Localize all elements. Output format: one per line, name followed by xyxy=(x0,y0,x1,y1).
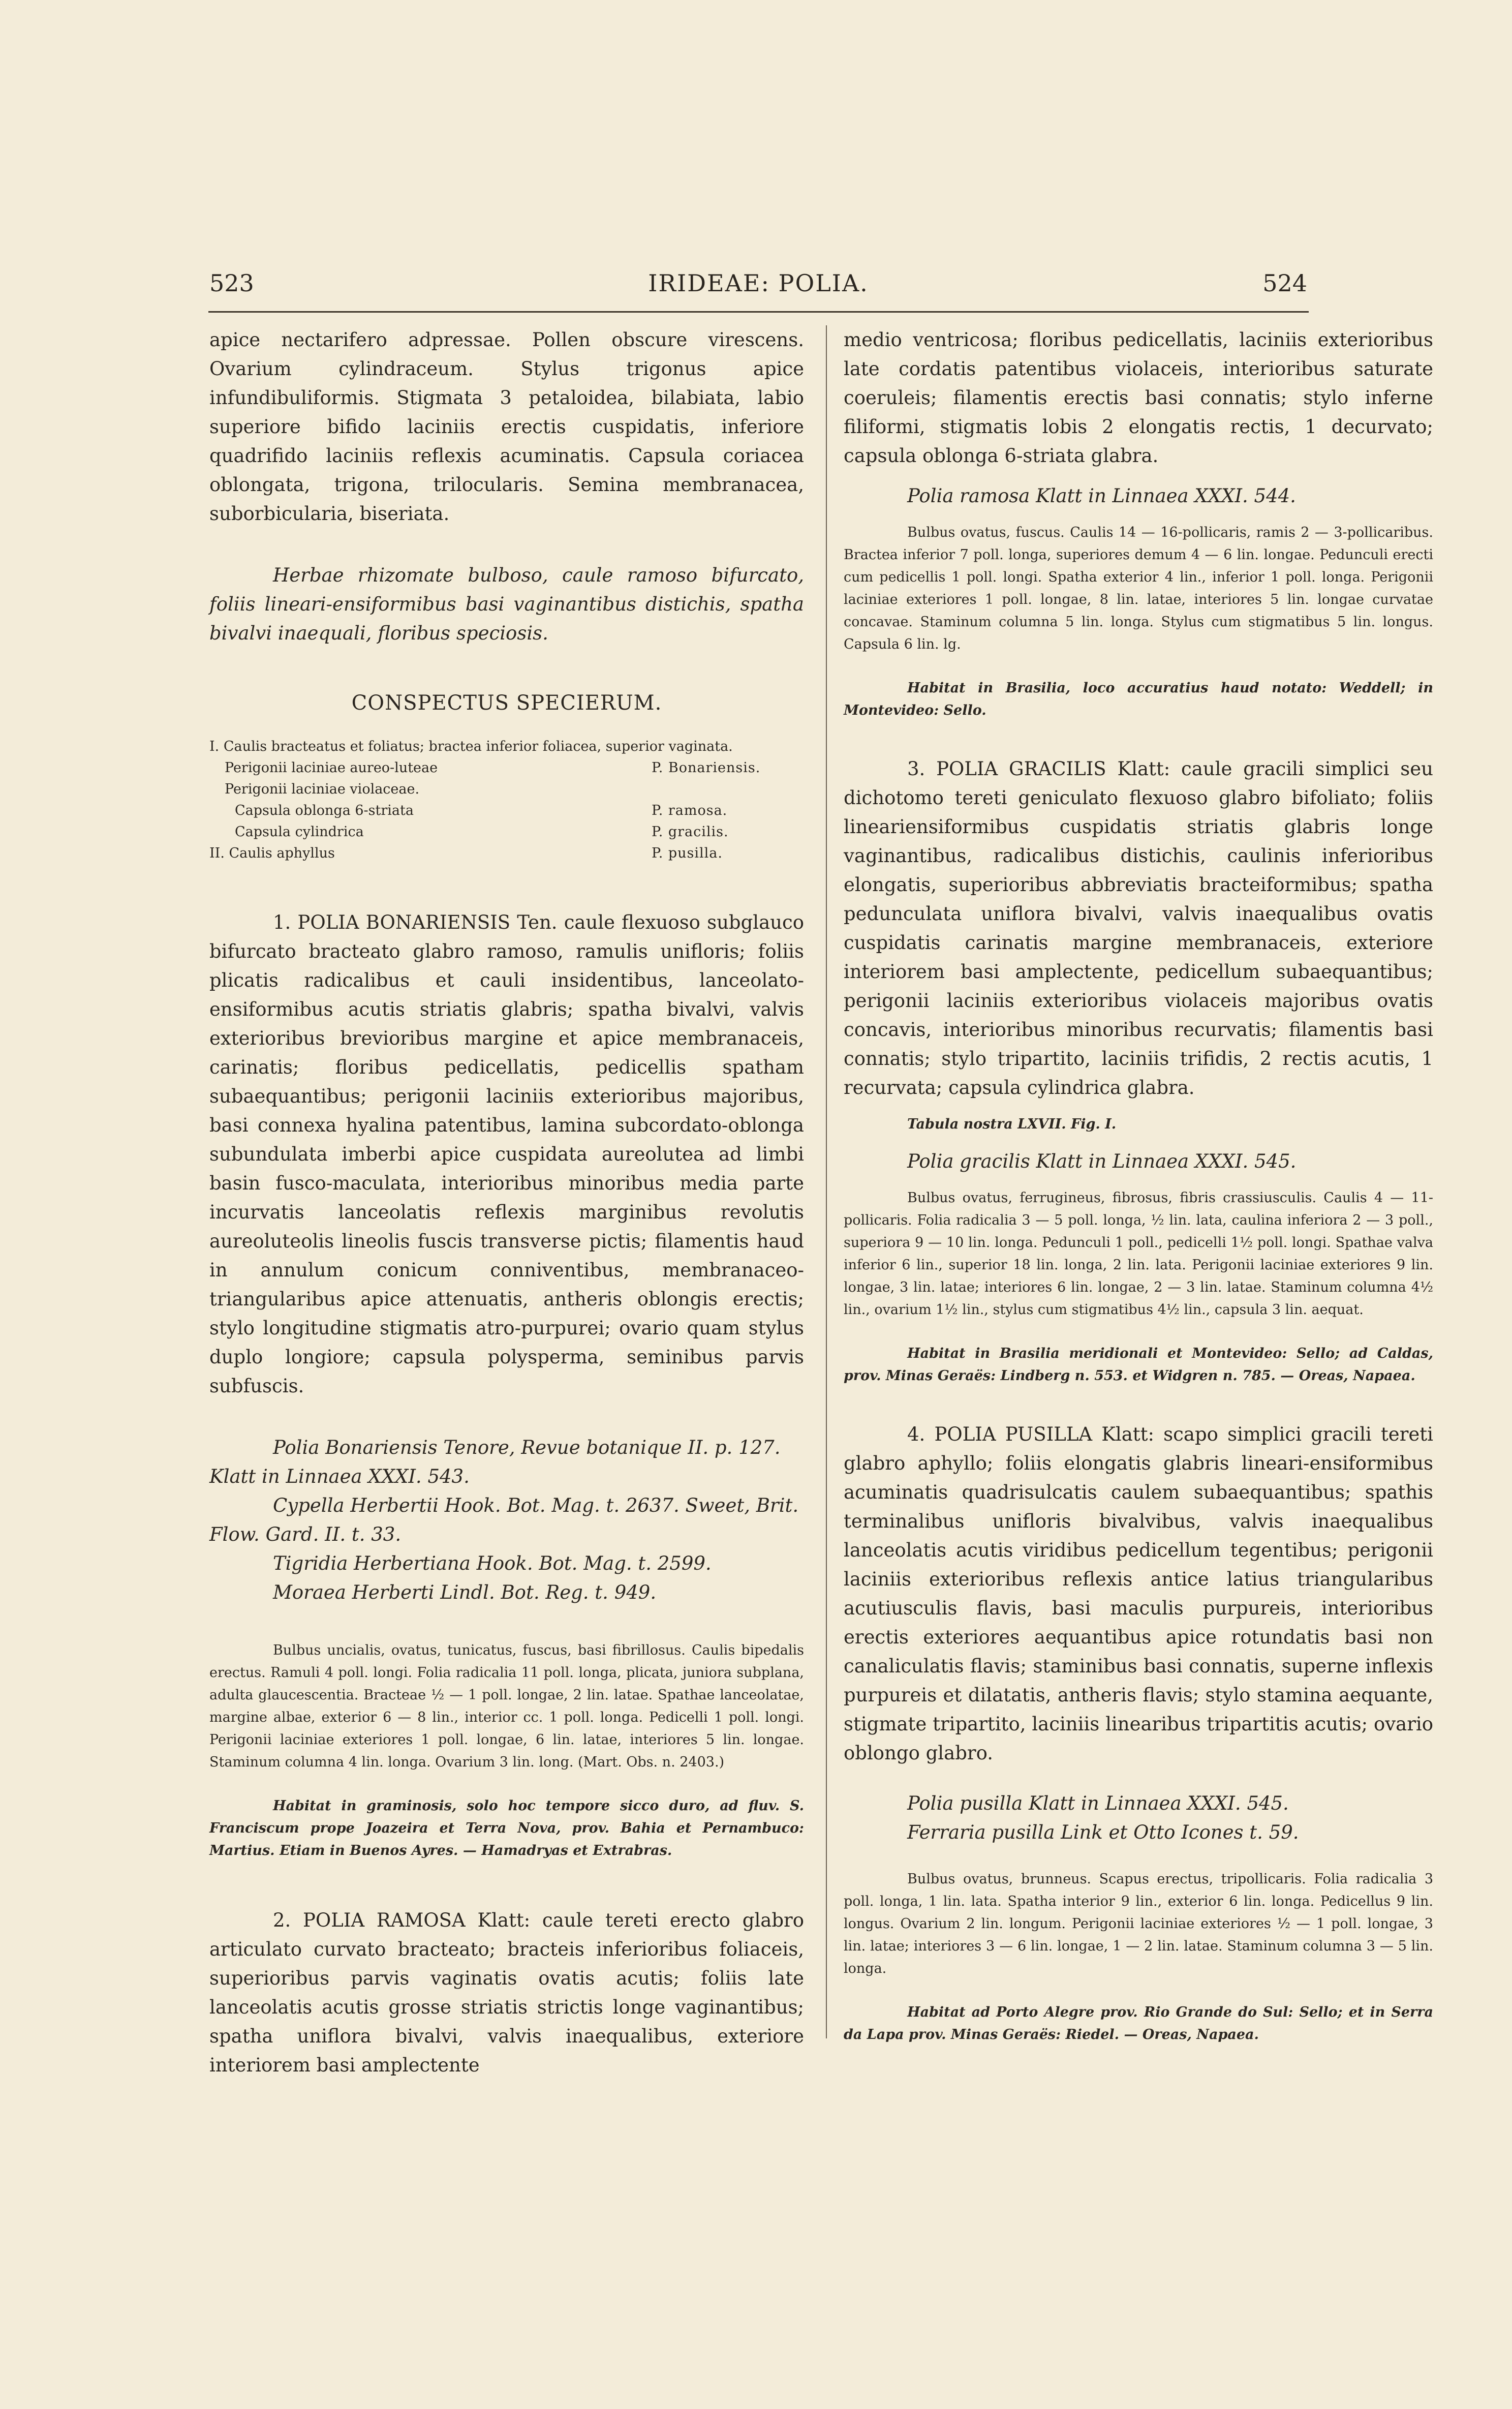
key-text: Capsula cylindrica xyxy=(235,824,364,840)
reference-line: Ferraria pusilla Link et Otto Icones t. 59. xyxy=(907,1821,1299,1843)
key-species: P. pusilla. xyxy=(652,845,723,861)
species-4-title: 4. POLIA PUSILLA Klatt: xyxy=(907,1423,1154,1445)
species-3-reference: Polia gracilis Klatt in Linnaea XXXI. 545. xyxy=(907,1150,1297,1172)
species-3-title: 3. POLIA GRACILIS Klatt: xyxy=(907,758,1170,780)
right-column xyxy=(844,325,1433,2046)
key-row xyxy=(209,800,804,821)
reference-line: Tigridia Herbertiana Hook. Bot. Mag. t. 2599. xyxy=(273,1552,712,1574)
genus-description: apice nectarifero adpressae. Pollen obscure virescens. Ovarium cylindraceum. Stylus trigonus apice infundibuliformis. Stigmata 3 petaloidea, bilabiata, labio superiore bifido laciniis erectis cuspidatis, inferiore quadrifido laciniis reflexis acuminatis. Capsula coriacea oblongata, trigona, trilocularis. Semina membranacea, suborbicularia, biseriata. xyxy=(209,329,804,525)
key-text: Perigonii laciniae violaceae. xyxy=(225,781,420,797)
key-text: Perigonii laciniae aureo-luteae xyxy=(225,760,438,776)
reference-line: Polia Bonariensis Tenore, Revue botanique II. p. 127. Klatt in Linnaea XXXI. 543. xyxy=(209,1437,781,1487)
species-4-habitat: Habitat ad Porto Alegre prov. Rio Grande do Sul: Sello; et in Serra da Lapa prov. Minas Geraës: Riedel. — Oreas, Napaea. xyxy=(844,2004,1433,2042)
species-3-habitat: Habitat in Brasilia meridionali et Montevideo: Sello; ad Caldas, prov. Minas Geraës: Lindberg n. 553. et Widgren n. 785. — Oreas, Napaea. xyxy=(844,1346,1433,1384)
species-1-habitat: Habitat in graminosis, solo hoc tempore sicco duro, ad fluv. S. Franciscum prope Joazeira et Terra Nova, prov. Bahia et Pernambuco: Martius. Etiam in Buenos Ayres. — Hamadryas et Extrabras. xyxy=(209,1798,804,1858)
reference-line: Moraea Herberti Lindl. Bot. Reg. t. 949. xyxy=(273,1581,657,1603)
species-2-measurements: Bulbus ovatus, fuscus. Caulis 14 — 16-pollicaris, ramis 2 — 3-pollicaribus. Bractea inferior 7 poll. longa, superiores demum 4 — 6 lin. longae. Pedunculi erecti cum pedicellis 1 poll. longi. Spatha exterior 4 lin., inferior 1 poll. longa. Perigonii laciniae exteriores 1 poll. longae, 8 lin. latae, interiores 5 lin. longae curvatae concavae. Staminum columna 5 lin. longa. Stylus cum stigmatibus 5 lin. longus. Capsula 6 lin. lg. xyxy=(844,525,1433,652)
species-2-reference: Polia ramosa Klatt in Linnaea XXXI. 544. xyxy=(907,485,1296,507)
species-3-plate: Tabula nostra LXVII. Fig. I. xyxy=(907,1116,1117,1132)
species-4-description xyxy=(844,1420,1433,1767)
key-species: P. gracilis. xyxy=(652,824,729,840)
reference-line: Cypella Herbertii Hook. Bot. Mag. t. 2637. Sweet, Brit. Flow. Gard. II. t. 33. xyxy=(209,1495,799,1545)
species-4-measurements: Bulbus ovatus, brunneus. Scapus erectus, tripollicaris. Folia radicalia 3 poll. longa, 1 lin. lata. Spatha interior 9 lin., exterior 6 lin. longa. Pedicellus 9 lin. longus. Ovarium 2 lin. longum. Perigonii laciniae exteriores ½ — 1 poll. longae, 3 lin. latae; interiores 3 — 6 lin. longae, 1 — 2 lin. latae. Staminum columna 3 — 5 lin. longa. xyxy=(844,1871,1433,1976)
right-page-number: 524 xyxy=(1262,269,1307,297)
species-2-title: 2. POLIA RAMOSA Klatt: xyxy=(273,1909,531,1931)
key-text: I. Caulis bracteatus et foliatus; bractea inferior foliacea, superior vaginata. xyxy=(209,739,733,754)
species-4-diagnosis: scapo simplici gracili tereti glabro aphyllo; foliis elongatis glabris lineari-ensiformibus acuminatis quadrisulcatis caulem subaequantibus; spathis terminalibus unifloris bivalvibus, valvis inaequalibus lanceolatis acutis viridibus pedicellum tegentibus; perigonii laciniis exterioribus reflexis antice latius triangularibus acutiusculis flavis, basi maculis purpureis, interioribus erectis exteriores aequantibus apice rotundatis basi non canaliculatis flavis; staminibus basi connatis, superne inflexis purpureis et dilatatis, antheris flavis; stylo stamina aequante, stigmate tripartito, laciniis linearibus tripartitis acutis; ovario oblongo glabro. xyxy=(844,1423,1433,1764)
species-2-habitat: Habitat in Brasilia, loco accuratius haud notato: Weddell; in Montevideo: Sello. xyxy=(844,680,1433,718)
key-species: P. ramosa. xyxy=(652,803,728,818)
key-text: Capsula oblonga 6-striata xyxy=(235,803,414,818)
species-1-diagnosis: caule flexuoso subglauco bifurcato bracteato glabro ramoso, ramulis unifloris; foliis plicatis radicalibus et cauli insidentibus, lanceolato-ensiformibus acutis striatis glabris; spatha bivalvi, valvis exterioribus brevioribus margine et apice membranaceis, carinatis; floribus pedicellatis, pedicellis spatham subaequantibus; perigonii laciniis exterioribus majoribus, basi connexa hyalina patentibus, lamina subcordato-oblonga subundulata imberbi apice cuspidata aureolutea ad limbi basin fusco-maculata, interioribus minoribus media parte incurvatis lanceolatis reflexis marginibus revolutis aureoluteolis lineolis fuscis transverse pictis; filamentis haud in annulum conicum conniventibus, membranaceo-triangularibus apice attenuatis, antheris oblongis erectis; stylo longitudine stigmatis atro-purpurei; ovario quam stylus duplo longiore; capsula polysperma, seminibus parvis subfuscis. xyxy=(209,911,804,1397)
left-column xyxy=(209,325,804,2080)
species-3-diagnosis: caule gracili simplici seu dichotomo tereti geniculato flexuoso glabro bifoliato; foliis lineariensiformibus cuspidatis striatis glabris longe vaginantibus, radicalibus distichis, caulinis inferioribus elongatis, superioribus abbreviatis bracteiformibus; spatha pedunculata uniflora bivalvi, valvis inaequalibus ovatis cuspidatis carinatis margine membranaceis, exteriore interiorem basi amplectente, pedicellum subaequantibus; perigonii laciniis exterioribus violaceis majoribus ovatis concavis, interioribus minoribus recurvatis; filamentis basi connatis; stylo tripartito, laciniis trifidis, 2 rectis acutis, 1 recurvata; capsula cylindrica glabra. xyxy=(844,758,1434,1099)
species-3-description xyxy=(844,754,1433,1102)
species-1-measurements: Bulbus uncialis, ovatus, tunicatus, fuscus, basi fibrillosus. Caulis bipedalis erectus. Ramuli 4 poll. longi. Folia radicalia 11 poll. longa, plicata, juniora subplana, adulta glaucescentia. Bracteae ½ — 1 poll. longae, 2 lin. latae. Spathae lanceolatae, margine albae, exterior 6 — 8 lin., interior cc. 1 poll. longa. Pedicelli 1 poll. longi. Perigonii laciniae exteriores 1 poll. longae, 6 lin. latae, interiores 5 lin. longae. Staminum columna 4 lin. longa. Ovarium 3 lin. long. (Mart. Obs. n. 2403.) xyxy=(209,1642,804,1770)
conspectus-key xyxy=(209,736,804,864)
species-1-description xyxy=(209,908,804,1400)
left-page-number: 523 xyxy=(209,269,254,297)
running-title: IRIDEAE: POLIA. xyxy=(648,269,869,297)
key-species: P. Bonariensis. xyxy=(652,760,761,776)
conspectus-title: CONSPECTUS SPECIERUM. xyxy=(351,691,662,715)
species-1-references xyxy=(209,1433,804,1607)
species-2-diagnosis: caule tereti erecto glabro articulato curvato bracteato; bracteis inferioribus foliaceis, superioribus parvis vaginatis ovatis acutis; foliis late lanceolatis acutis grosse striatis strictis longe vaginantibus; spatha uniflora bivalvi, valvis inaequalibus, exteriore interiorem basi amplectente xyxy=(209,1909,805,2076)
species-3-measurements: Bulbus ovatus, ferrugineus, fibrosus, fibris crassiusculis. Caulis 4 — 11-pollicaris. Folia radicalia 3 — 5 poll. longa, ½ lin. lata, caulina inferiora 2 — 3 poll., superiora 9 — 10 lin. longa. Pedunculi 1 poll., pedicelli 1½ poll. longi. Spathae valva inferior 6 lin., superior 18 lin. longa, 2 lin. lata. Perigonii laciniae exteriores 9 lin. longae, 3 lin. latae; interiores 6 lin. longae, 2 — 3 lin. latae. Staminum columna 4½ lin., ovarium 1½ lin., stylus cum stigmatibus 4½ lin., capsula 3 lin. aequat. xyxy=(844,1190,1433,1318)
key-row xyxy=(209,779,804,800)
reference-line: Polia pusilla Klatt in Linnaea XXXI. 545. xyxy=(907,1792,1289,1814)
key-text: II. Caulis aphyllus xyxy=(209,845,335,861)
column-divider xyxy=(826,325,827,2038)
species-4-references xyxy=(844,1789,1433,1847)
species-1-title: 1. POLIA BONARIENSIS Ten. xyxy=(273,911,558,933)
key-row xyxy=(209,821,804,843)
key-row xyxy=(209,843,804,864)
key-row xyxy=(209,757,804,779)
key-row xyxy=(209,736,804,757)
genus-habit: Herbae rhizomate bulboso, caule ramoso bifurcato, foliis lineari-ensiformibus basi vaginantibus distichis, spatha bivalvi inaequali, floribus speciosis. xyxy=(209,564,804,644)
species-2-diagnosis-continued: medio ventricosa; floribus pedicellatis, laciniis exterioribus late cordatis patentibus violaceis, interioribus saturate coeruleis; filamentis erectis basi connatis; stylo inferne filiformi, stigmatis lobis 2 elongatis rectis, 1 decurvato; capsula oblonga 6-striata glabra. xyxy=(844,329,1433,467)
header-rule xyxy=(208,311,1309,313)
page-header xyxy=(209,269,1307,300)
species-2-description xyxy=(209,1906,804,2080)
